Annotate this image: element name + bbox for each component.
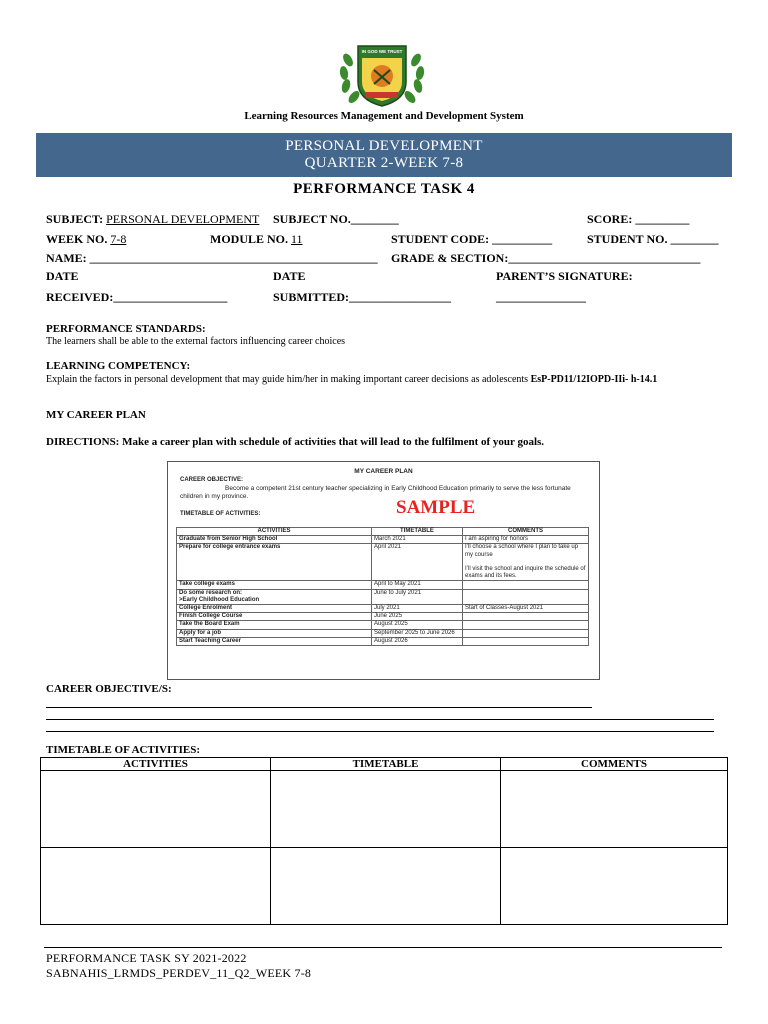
sample-objective-label: CAREER OBJECTIVE:: [180, 477, 244, 483]
logo-motto: IN GOD WE TRUST: [361, 49, 403, 54]
grade-section-field: GRADE & SECTION:________________________________: [391, 251, 701, 265]
footer-line-2: SABNAHIS_LRMDS_PERDEV_11_Q2_WEEK 7-8: [46, 966, 312, 980]
sample-comment-cell: I am aspiring for honors: [463, 536, 589, 544]
sample-timetable-cell: August 2025: [372, 621, 463, 629]
sample-timetable-label: TIMETABLE OF ACTIVITIES:: [180, 511, 261, 517]
banner-subject: PERSONAL DEVELOPMENT: [285, 138, 483, 154]
sample-table-row: [177, 629, 589, 637]
title-banner: [36, 133, 732, 177]
activities-table-header: [41, 758, 728, 771]
page-title: PERFORMANCE TASK 4: [293, 181, 475, 197]
sample-activity-cell: Prepare for college entrance exams: [177, 544, 372, 581]
sample-title: MY CAREER PLAN: [354, 468, 413, 475]
directions-text: Make a career plan with schedule of activities that will lead to the fulfilment of your goals.: [122, 436, 545, 448]
module-label: MODULE NO.: [210, 232, 288, 246]
date-submitted-label: DATE: [273, 269, 306, 283]
sample-header-timetable: TIMETABLE: [372, 528, 463, 536]
sample-activity-cell: Graduate from Senior High School: [177, 536, 372, 544]
sample-activity-cell: Finish College Course: [177, 613, 372, 621]
competency-code: EsP-PD11/12IOPD-IIi- h-14.1: [530, 374, 658, 385]
sample-activity-cell: College Enrolment: [177, 605, 372, 613]
activities-table: [40, 757, 728, 925]
sample-comment-cell: [463, 613, 589, 621]
sample-table-header: [177, 528, 589, 536]
career-objective-label: CAREER OBJECTIVE/S:: [46, 683, 172, 695]
date-received-label: DATE: [46, 269, 79, 283]
comments-cell[interactable]: [501, 848, 728, 925]
sample-table-row: [177, 544, 589, 581]
module-field: [210, 232, 303, 247]
timetable-cell[interactable]: [271, 771, 501, 848]
sample-timetable-cell: April to May 2021: [372, 581, 463, 589]
sample-header-comments: COMMENTS: [463, 528, 589, 536]
name-field: NAME: ________________________________________________: [46, 251, 378, 265]
timetable-label: TIMETABLE OF ACTIVITIES:: [46, 744, 201, 756]
sample-table-row: [177, 589, 589, 604]
system-name: Learning Resources Management and Development System: [244, 110, 524, 122]
week-value: 7-8: [110, 232, 127, 246]
objective-line-1[interactable]: [46, 707, 592, 708]
directions-label: DIRECTIONS:: [46, 436, 120, 448]
sample-timetable-cell: July 2021: [372, 605, 463, 613]
sample-comment-cell: [463, 621, 589, 629]
sample-watermark: SAMPLE: [396, 497, 476, 518]
timetable-cell[interactable]: [271, 848, 501, 925]
activity-cell[interactable]: [41, 848, 271, 925]
student-code-field: STUDENT CODE: __________: [391, 232, 553, 246]
standards-text: The learners shall be able to the external factors influencing career choices: [46, 336, 346, 347]
parent-signature-line: _______________: [496, 290, 586, 304]
objective-line-3[interactable]: [46, 731, 714, 732]
sample-timetable-cell: June to July 2021: [372, 589, 463, 604]
parent-signature-label: PARENT’S SIGNATURE:: [496, 269, 633, 283]
sample-table-row: [177, 613, 589, 621]
sample-comment-cell: Start of Classes-August 2021: [463, 605, 589, 613]
sample-activity-cell: Start Teaching Career: [177, 637, 372, 645]
sample-activity-cell: Take college exams: [177, 581, 372, 589]
header-timetable: TIMETABLE: [271, 758, 501, 771]
comments-cell[interactable]: [501, 771, 728, 848]
sample-table: [176, 527, 589, 646]
sample-comment-cell: I’ll choose a school where I plan to take up my course I’ll visit the school and inquire the schedule of exams and its fees.: [463, 544, 589, 581]
sample-timetable-cell: June 2025: [372, 613, 463, 621]
subject-field: [46, 212, 259, 227]
submitted-field: SUBMITTED:_________________: [273, 290, 452, 304]
table-row: [41, 771, 728, 848]
competency-heading: LEARNING COMPETENCY:: [46, 360, 191, 372]
header-activities: ACTIVITIES: [41, 758, 271, 771]
sample-objective-text: Become a competent 21st century teacher specializing in Early Childhood Education primarily to serve the less fortunate children in my province.: [180, 485, 571, 500]
week-field: [46, 232, 126, 247]
table-row: [41, 848, 728, 925]
sample-timetable-cell: March 2021: [372, 536, 463, 544]
sample-table-row: [177, 581, 589, 589]
activity-cell[interactable]: [41, 771, 271, 848]
sample-activity-cell: Take the Board Exam: [177, 621, 372, 629]
header-comments: COMMENTS: [501, 758, 728, 771]
score-field: SCORE: _________: [587, 212, 690, 226]
subject-no-field: SUBJECT NO.________: [273, 212, 399, 226]
sample-table-row: [177, 605, 589, 613]
module-value: 11: [291, 232, 303, 246]
sample-table-row: [177, 621, 589, 629]
received-field: RECEIVED:___________________: [46, 290, 228, 304]
competency-text: [46, 374, 718, 386]
subject-label: SUBJECT:: [46, 212, 104, 226]
footer-divider: [44, 947, 722, 948]
standards-heading: PERFORMANCE STANDARDS:: [46, 323, 206, 335]
sample-header-activities: ACTIVITIES: [177, 528, 372, 536]
student-no-field: STUDENT NO. ________: [587, 232, 719, 246]
sample-activity-cell: Do some research on: >Early Childhood Education: [177, 589, 372, 604]
directions: [46, 436, 544, 448]
objective-line-2[interactable]: [46, 719, 714, 720]
footer-line-1: PERFORMANCE TASK SY 2021-2022: [46, 951, 247, 965]
sample-comment-cell: [463, 629, 589, 637]
career-plan-heading: MY CAREER PLAN: [46, 409, 146, 421]
subject-value: PERSONAL DEVELOPMENT: [106, 212, 260, 226]
sample-career-plan: [167, 461, 600, 680]
sample-timetable-cell: April 2021: [372, 544, 463, 581]
sample-timetable-cell: September 2025 to June 2026: [372, 629, 463, 637]
sample-comment-cell: [463, 637, 589, 645]
sample-timetable-cell: August 2026: [372, 637, 463, 645]
sample-table-row: [177, 536, 589, 544]
week-label: WEEK NO.: [46, 232, 108, 246]
competency-description: Explain the factors in personal development that may guide him/her in making important career decisions as adolescents: [46, 374, 529, 385]
sample-comment-cell: [463, 581, 589, 589]
sample-table-row: [177, 637, 589, 645]
banner-quarter: QUARTER 2-WEEK 7-8: [304, 155, 464, 171]
sample-comment-cell: [463, 589, 589, 604]
sample-activity-cell: Apply for a job: [177, 629, 372, 637]
